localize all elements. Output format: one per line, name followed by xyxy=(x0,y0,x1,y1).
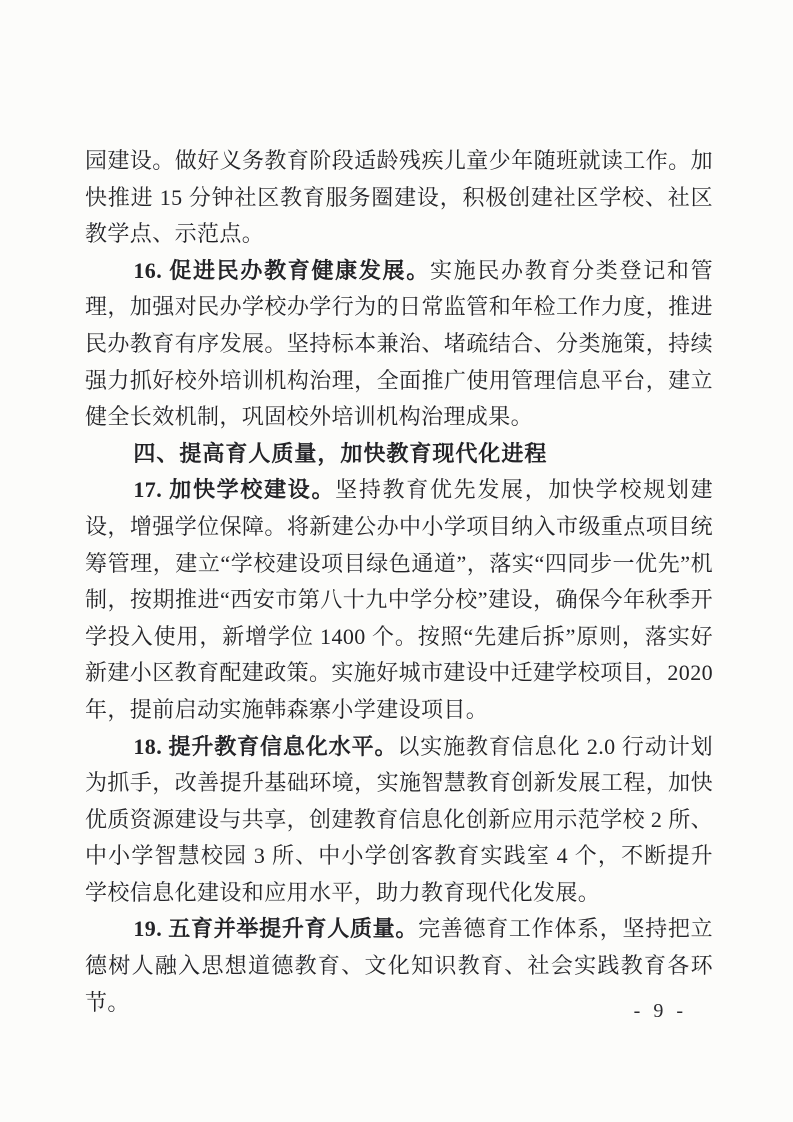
paragraph-lead-bold-text: 19. 五育并举提升育人质量。 xyxy=(133,916,419,942)
para-17 xyxy=(85,472,713,728)
paragraph-body-text: 以实施教育信息化 2.0 行动计划为抓手，改善提升基础环境，实施智慧教育创新发展工程，加快优质资源建设与共享，创建教育信息化创新应用示范学校 2 所、中小学智慧校园 3 所、中小学创客教育实践室 4 个，不断提升学校信息化建设和应用水平，助力教育现代化发展。 xyxy=(85,733,714,905)
para-16 xyxy=(85,253,713,436)
heading-section-4 xyxy=(85,436,713,473)
paragraph-body-text: 完善德育工作体系，坚持把立德树人融入思想道德教育、文化知识教育、社会实践教育各环节。 xyxy=(85,916,713,1015)
paragraph-body-text: 园建设。做好义务教育阶段适龄残疾儿童少年随班就读工作。加快推进 15 分钟社区教育服务圈建设，积极创建社区学校、社区教学点、示范点。 xyxy=(85,148,713,247)
paragraph-lead-bold-text: 四、提高育人质量，加快教育现代化进程 xyxy=(133,440,548,466)
para-continuation xyxy=(85,143,713,253)
para-19 xyxy=(85,911,713,1021)
paragraph-lead-bold-text: 16. 促进民办教育健康发展。 xyxy=(133,257,430,283)
paragraph-body-text: 坚持教育优先发展，加快学校规划建设，增强学位保障。将新建公办中小学项目纳入市级重点项目统筹管理，建立“学校建设项目绿色通道”，落实“四同步一优先”机制，按期推进“西安市第八十九中学分校”建设，确保今年秋季开学投入使用，新增学位 1400 个。按照“先建后拆”原则，落实好新建小区教育配建政策。实施好城市建设中迁建学校项目，2020 年，提前启动实施韩森寨小学建设项目。 xyxy=(85,477,714,722)
paragraph-body-text: 实施民办教育分类登记和管理，加强对民办学校办学行为的日常监管和年检工作力度，推进民办教育有序发展。坚持标本兼治、堵疏结合、分类施策，持续强力抓好校外培训机构治理，全面推广使用管理信息平台，建立健全长效机制，巩固校外培训机构治理成果。 xyxy=(85,257,713,430)
para-18 xyxy=(85,729,713,912)
paragraph-lead-bold-text: 18. 提升教育信息化水平。 xyxy=(133,733,398,759)
paragraph-lead-bold-text: 17. 加快学校建设。 xyxy=(133,477,336,503)
document-body xyxy=(85,143,713,1021)
page-number: - 9 - xyxy=(633,1000,687,1022)
